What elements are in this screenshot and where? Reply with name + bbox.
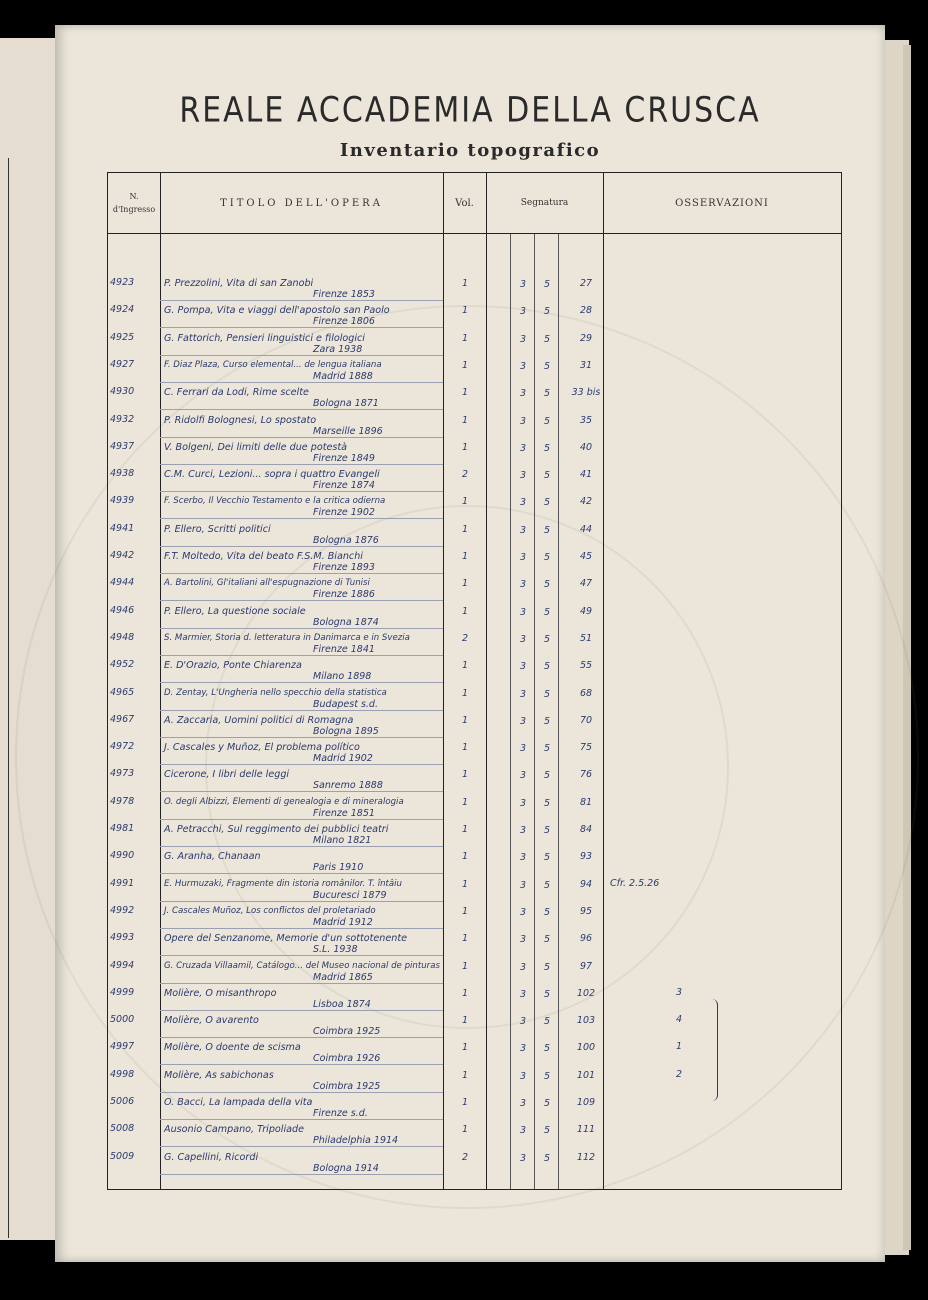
row-seg-shelf: 3 — [520, 497, 527, 509]
row-underline — [160, 764, 443, 765]
header-titolo: TITOLO DELL'OPERA — [220, 197, 383, 209]
row-title: P. Prezzolini, Vita di san Zanobi — [164, 278, 314, 289]
row-seg-item: 40 — [579, 441, 593, 453]
row-ingresso-number: 4948 — [110, 631, 135, 643]
row-seg-item: 49 — [579, 605, 593, 617]
row-seg-shelf: 3 — [520, 279, 527, 290]
row-vol: 1 — [462, 987, 469, 999]
row-place: Bologna 1874 — [313, 616, 379, 628]
row-seg-shelf: 3 — [520, 715, 527, 727]
row-ingresso-number: 4925 — [110, 331, 135, 343]
row-seg-shelf: 3 — [520, 825, 527, 836]
inventory-table — [107, 172, 842, 1190]
row-seg-case: 5 — [544, 579, 551, 591]
col-rule-vol — [486, 173, 487, 1189]
row-underline — [160, 901, 443, 902]
row-seg-item: 94 — [579, 878, 593, 890]
row-underline — [160, 573, 443, 574]
row-ingresso-number: 4930 — [110, 386, 135, 398]
row-seg-case: 5 — [544, 306, 551, 318]
row-title: Molière, As sabichonas — [164, 1069, 274, 1081]
row-seg-item: 35 — [579, 414, 593, 426]
col-rule-seg-b — [534, 233, 535, 1189]
row-vol: 1 — [462, 605, 469, 617]
row-seg-item: 101 — [576, 1069, 596, 1081]
row-seg-shelf: 3 — [520, 333, 527, 345]
row-title: F.T. Moltedo, Vita del beato F.S.M. Bianchi — [164, 551, 363, 562]
row-place: Firenze s.d. — [313, 1108, 368, 1119]
row-title: Opere del Senzanome, Memorie d'un sottotenente — [164, 933, 407, 945]
row-vol: 1 — [462, 933, 469, 945]
row-ingresso-number: 4923 — [110, 277, 135, 288]
row-seg-case: 5 — [544, 988, 551, 1000]
row-seg-case: 5 — [544, 879, 551, 891]
row-ingresso-number: 4932 — [110, 413, 135, 425]
row-seg-case: 5 — [544, 1043, 551, 1055]
row-title: D. Zentay, L'Ungheria nello specchio della statistica — [164, 687, 387, 698]
row-vol: 1 — [462, 851, 469, 863]
row-ingresso-number: 4938 — [110, 468, 135, 480]
row-title: F. Diaz Plaza, Curso elemental... de lengua italiana — [164, 359, 382, 370]
row-seg-item: 31 — [579, 359, 593, 371]
row-seg-shelf: 3 — [520, 797, 527, 809]
header-n-ingresso: N. d'Ingresso — [112, 192, 156, 214]
row-underline — [160, 355, 443, 356]
row-seg-shelf: 3 — [520, 524, 527, 536]
row-observation: Cfr. 2.5.26 — [610, 877, 660, 889]
row-title: Molière, O misanthropo — [164, 987, 277, 999]
row-underline — [160, 873, 443, 874]
header-segnatura: Segnatura — [520, 198, 569, 208]
row-observation: 4 — [676, 1014, 683, 1026]
row-underline — [160, 464, 443, 465]
row-underline — [160, 437, 443, 438]
row-place: Firenze 1902 — [313, 507, 375, 519]
row-title: E. Hurmuzaki, Fragmente din istoria românilor. T. întâiu — [164, 878, 402, 889]
row-seg-case: 5 — [544, 661, 551, 673]
row-place: Bologna 1914 — [313, 1162, 379, 1174]
row-seg-item: 76 — [579, 769, 593, 781]
row-ingresso-number: 4997 — [110, 1041, 135, 1053]
row-vol: 1 — [462, 496, 469, 508]
row-seg-shelf: 3 — [520, 879, 527, 891]
row-underline — [160, 546, 443, 547]
row-seg-item: 44 — [579, 523, 593, 535]
row-seg-case: 5 — [544, 1070, 551, 1082]
col-rule-seg-a — [510, 233, 511, 1189]
row-observation: 1 — [676, 1041, 683, 1053]
row-ingresso-number: 4946 — [110, 604, 135, 616]
row-title: Cicerone, I libri delle leggi — [164, 769, 290, 781]
row-place: Paris 1910 — [313, 862, 364, 874]
row-title: Molière, O avarento — [164, 1015, 259, 1027]
row-vol: 1 — [462, 687, 469, 699]
row-seg-item: 95 — [579, 905, 593, 917]
row-seg-item: 103 — [576, 1015, 596, 1027]
row-seg-case: 5 — [544, 333, 551, 345]
row-underline — [160, 737, 443, 738]
row-vol: 1 — [462, 332, 469, 344]
row-place: Coimbra 1925 — [313, 1080, 381, 1092]
row-seg-shelf: 3 — [520, 442, 527, 454]
row-underline — [160, 1174, 443, 1175]
row-seg-item: 100 — [576, 1042, 596, 1054]
row-ingresso-number: 4937 — [110, 440, 135, 452]
row-place: Madrid 1912 — [313, 916, 373, 928]
row-vol: 1 — [462, 414, 469, 426]
row-underline — [160, 1010, 443, 1011]
row-place: Zara 1938 — [313, 343, 363, 355]
row-ingresso-number: 4999 — [110, 986, 135, 998]
row-ingresso-number: 4967 — [110, 713, 135, 725]
row-place: Madrid 1865 — [313, 971, 373, 983]
row-seg-case: 5 — [544, 1152, 551, 1164]
row-underline — [160, 846, 443, 847]
page-subtitle: Inventario topografico — [339, 140, 601, 161]
row-ingresso-number: 4972 — [110, 741, 135, 753]
row-underline — [160, 710, 443, 711]
row-underline — [160, 928, 443, 929]
row-ingresso-number: 5006 — [110, 1096, 135, 1107]
row-vol: 1 — [462, 1042, 469, 1054]
row-title: Ausonio Campano, Tripoliade — [164, 1124, 305, 1136]
row-seg-shelf: 3 — [520, 1043, 527, 1055]
row-ingresso-number: 4973 — [110, 768, 135, 780]
row-title: G. Capellini, Ricordi — [164, 1151, 259, 1163]
row-place: Madrid 1902 — [313, 753, 373, 765]
row-seg-item: 29 — [579, 332, 593, 344]
row-seg-case: 5 — [544, 1098, 551, 1109]
row-title: G. Cruzada Villaamil, Catálogo... del Museo nacional de pinturas — [164, 960, 440, 971]
row-seg-case: 5 — [544, 715, 551, 727]
row-vol: 1 — [462, 878, 469, 890]
row-title: O. degli Albizzi, Elementi di genealogia e di mineralogia — [164, 796, 404, 807]
row-underline — [160, 518, 443, 519]
ledger-page — [55, 25, 885, 1262]
row-seg-item: 84 — [579, 824, 593, 835]
row-place: Firenze 1853 — [313, 289, 375, 300]
row-title: J. Cascales y Muñoz, El problema político — [164, 742, 360, 754]
row-place: Bologna 1876 — [313, 534, 379, 546]
row-title: F. Scerbo, Il Vecchio Testamento e la critica odierna — [164, 496, 386, 507]
row-underline — [160, 491, 443, 492]
row-underline — [160, 1037, 443, 1038]
row-seg-case: 5 — [544, 497, 551, 509]
row-title: G. Pompa, Vita e viaggi dell'apostolo san Paolo — [164, 305, 390, 317]
row-ingresso-number: 4993 — [110, 932, 135, 944]
row-observation: 2 — [676, 1068, 683, 1080]
row-place: Coimbra 1926 — [313, 1053, 381, 1065]
row-underline — [160, 1092, 443, 1093]
row-seg-item: 55 — [579, 660, 593, 672]
row-underline — [160, 1064, 443, 1065]
row-title: J. Cascales Muñoz, Los conflictos del proletariado — [164, 905, 376, 916]
row-seg-shelf: 3 — [520, 360, 527, 372]
row-vol: 1 — [462, 1097, 469, 1108]
row-seg-item: 97 — [579, 960, 593, 972]
row-title: A. Petracchi, Sul reggimento dei pubblici teatri — [164, 824, 389, 835]
header-osservazioni: OSSERVAZIONI — [675, 197, 769, 209]
row-seg-case: 5 — [544, 770, 551, 782]
row-ingresso-number: 5008 — [110, 1123, 135, 1135]
row-seg-shelf: 3 — [520, 1152, 527, 1164]
row-seg-item: 42 — [579, 496, 593, 508]
row-place: Sanremo 1888 — [313, 780, 383, 792]
header-rule — [108, 233, 841, 234]
row-place: Philadelphia 1914 — [313, 1135, 399, 1147]
row-underline — [160, 382, 443, 383]
row-seg-case: 5 — [544, 1125, 551, 1137]
row-seg-item: 70 — [579, 714, 593, 726]
row-vol: 1 — [462, 359, 469, 371]
row-vol: 1 — [462, 742, 469, 754]
row-seg-case: 5 — [544, 470, 551, 482]
row-seg-shelf: 3 — [520, 388, 527, 400]
row-place: Bologna 1871 — [313, 398, 379, 410]
row-underline — [160, 655, 443, 656]
row-seg-case: 5 — [544, 606, 551, 618]
row-underline — [160, 327, 443, 328]
row-vol: 1 — [462, 1015, 469, 1027]
row-seg-case: 5 — [544, 552, 551, 563]
row-place: Milano 1821 — [313, 835, 372, 846]
row-title: P. Ellero, La questione sociale — [164, 605, 306, 617]
row-seg-case: 5 — [544, 360, 551, 372]
row-seg-item: 109 — [576, 1097, 596, 1108]
row-seg-shelf: 3 — [520, 633, 527, 645]
row-seg-shelf: 3 — [520, 661, 527, 673]
row-underline — [160, 628, 443, 629]
row-title: V. Bolgeni, Dei limiti delle due potestà — [164, 441, 347, 453]
row-seg-item: 33 bis — [571, 387, 601, 399]
row-ingresso-number: 4994 — [110, 959, 135, 971]
row-seg-case: 5 — [544, 825, 551, 836]
row-seg-shelf: 3 — [520, 743, 527, 755]
row-seg-shelf: 3 — [520, 1070, 527, 1082]
row-underline — [160, 600, 443, 601]
row-place: Firenze 1849 — [313, 452, 375, 464]
row-seg-item: 111 — [576, 1124, 596, 1136]
row-underline — [160, 955, 443, 956]
row-vol: 2 — [462, 469, 469, 481]
row-vol: 1 — [462, 660, 469, 672]
row-seg-item: 28 — [579, 305, 593, 317]
row-seg-shelf: 3 — [520, 552, 527, 563]
row-seg-shelf: 3 — [520, 934, 527, 946]
row-place: Lisboa 1874 — [313, 998, 371, 1010]
row-seg-case: 5 — [544, 934, 551, 946]
row-title: E. D'Orazio, Ponte Chiarenza — [164, 660, 302, 672]
row-place: Bucuresci 1879 — [313, 889, 387, 901]
row-vol: 1 — [462, 1124, 469, 1136]
row-seg-shelf: 3 — [520, 906, 527, 918]
row-vol: 1 — [462, 551, 469, 562]
row-underline — [160, 791, 443, 792]
row-seg-case: 5 — [544, 279, 551, 290]
row-seg-case: 5 — [544, 852, 551, 864]
row-seg-item: 51 — [579, 632, 593, 644]
row-title: C. Ferrari da Lodi, Rime scelte — [164, 387, 309, 399]
row-seg-item: 41 — [579, 469, 593, 481]
row-seg-case: 5 — [544, 524, 551, 536]
row-underline — [160, 409, 443, 410]
row-place: Firenze 1874 — [313, 480, 375, 492]
row-vol: 2 — [462, 1151, 469, 1163]
row-seg-shelf: 3 — [520, 579, 527, 591]
row-seg-item: 68 — [579, 687, 593, 699]
row-ingresso-number: 5000 — [110, 1014, 135, 1026]
row-seg-item: 96 — [579, 933, 593, 945]
row-seg-item: 45 — [579, 551, 593, 562]
row-title: G. Aranha, Chanaan — [164, 851, 261, 863]
row-seg-item: 75 — [579, 742, 593, 754]
row-underline — [160, 300, 443, 301]
row-vol: 1 — [462, 278, 469, 289]
row-seg-shelf: 3 — [520, 988, 527, 1000]
row-seg-shelf: 3 — [520, 688, 527, 700]
row-title: A. Bartolini, Gl'italiani all'espugnazione di Tunisi — [164, 578, 370, 589]
row-ingresso-number: 4944 — [110, 577, 135, 589]
row-seg-item: 81 — [579, 796, 593, 808]
row-seg-shelf: 3 — [520, 961, 527, 973]
row-vol: 1 — [462, 960, 469, 972]
row-seg-item: 102 — [576, 987, 596, 999]
row-seg-case: 5 — [544, 797, 551, 809]
row-ingresso-number: 4990 — [110, 850, 135, 862]
row-seg-shelf: 3 — [520, 470, 527, 482]
row-seg-item: 27 — [579, 278, 593, 289]
row-seg-case: 5 — [544, 633, 551, 645]
row-title: C.M. Curci, Lezioni... sopra i quattro Evangeli — [164, 469, 380, 481]
row-vol: 1 — [462, 1069, 469, 1081]
row-place: Firenze 1841 — [313, 643, 375, 655]
row-place: Budapest s.d. — [313, 698, 378, 710]
row-place: Milano 1898 — [313, 671, 372, 683]
row-place: Firenze 1806 — [313, 316, 375, 328]
row-ingresso-number: 4927 — [110, 358, 135, 370]
row-seg-shelf: 3 — [520, 306, 527, 318]
row-vol: 1 — [462, 523, 469, 535]
row-title: P. Ridolfi Bolognesi, Lo spostato — [164, 414, 317, 426]
row-vol: 2 — [462, 632, 469, 644]
row-vol: 1 — [462, 305, 469, 317]
row-vol: 1 — [462, 905, 469, 917]
row-ingresso-number: 4924 — [110, 304, 135, 316]
row-ingresso-number: 4952 — [110, 659, 135, 671]
row-place: Bologna 1895 — [313, 725, 379, 737]
row-seg-shelf: 3 — [520, 852, 527, 864]
row-vol: 1 — [462, 714, 469, 726]
row-underline — [160, 819, 443, 820]
row-title: O. Bacci, La lampada della vita — [164, 1097, 313, 1108]
col-rule-seg-c — [558, 233, 559, 1189]
row-seg-case: 5 — [544, 388, 551, 400]
row-seg-case: 5 — [544, 743, 551, 755]
row-underline — [160, 682, 443, 683]
row-seg-case: 5 — [544, 906, 551, 918]
row-seg-case: 5 — [544, 415, 551, 427]
row-place: S.L. 1938 — [313, 944, 358, 956]
row-place: Firenze 1893 — [313, 562, 375, 573]
row-seg-shelf: 3 — [520, 1016, 527, 1028]
row-seg-case: 5 — [544, 961, 551, 973]
row-ingresso-number: 4992 — [110, 904, 135, 916]
row-vol: 1 — [462, 578, 469, 590]
row-seg-shelf: 3 — [520, 1125, 527, 1137]
col-rule-title — [443, 173, 444, 1189]
row-ingresso-number: 4978 — [110, 795, 135, 807]
row-vol: 1 — [462, 769, 469, 781]
row-seg-shelf: 3 — [520, 606, 527, 618]
row-seg-case: 5 — [544, 442, 551, 454]
row-title: Molière, O doente de scisma — [164, 1042, 301, 1054]
row-ingresso-number: 4998 — [110, 1068, 135, 1080]
row-vol: 1 — [462, 441, 469, 453]
page-title: REALE ACCADEMIA DELLA CRUSCA — [179, 90, 761, 131]
row-ingresso-number: 4991 — [110, 877, 135, 889]
row-seg-shelf: 3 — [520, 1098, 527, 1109]
row-underline — [160, 1146, 443, 1147]
row-place: Firenze 1886 — [313, 589, 375, 601]
row-vol: 1 — [462, 796, 469, 808]
row-seg-item: 93 — [579, 851, 593, 863]
row-ingresso-number: 4965 — [110, 686, 135, 698]
row-seg-item: 47 — [579, 578, 593, 590]
row-vol: 1 — [462, 824, 469, 835]
row-ingresso-number: 4942 — [110, 550, 135, 561]
row-seg-shelf: 3 — [520, 770, 527, 782]
row-title: S. Marmier, Storia d. letteratura in Danimarca e in Svezia — [164, 632, 410, 643]
row-ingresso-number: 4941 — [110, 522, 135, 534]
row-underline — [160, 1119, 443, 1120]
row-title: P. Ellero, Scritti politici — [164, 523, 271, 535]
row-seg-case: 5 — [544, 1016, 551, 1028]
row-title: G. Fattorich, Pensieri linguistici e filologici — [164, 332, 365, 344]
row-title: A. Zaccaria, Uomini politici di Romagna — [164, 714, 354, 726]
row-seg-shelf: 3 — [520, 415, 527, 427]
grouping-brace — [709, 999, 718, 1101]
row-seg-case: 5 — [544, 688, 551, 700]
row-ingresso-number: 4981 — [110, 823, 135, 834]
row-place: Madrid 1888 — [313, 370, 373, 382]
row-ingresso-number: 5009 — [110, 1150, 135, 1162]
row-underline — [160, 983, 443, 984]
row-place: Firenze 1851 — [313, 807, 375, 819]
row-place: Coimbra 1925 — [313, 1026, 381, 1038]
row-ingresso-number: 4939 — [110, 495, 135, 507]
row-seg-item: 112 — [576, 1151, 596, 1163]
left-page-rule — [8, 158, 9, 1238]
col-rule-seg — [603, 173, 604, 1189]
row-observation: 3 — [676, 986, 683, 998]
row-place: Marseille 1896 — [313, 425, 383, 437]
header-vol: Vol. — [455, 197, 474, 209]
row-vol: 1 — [462, 387, 469, 399]
